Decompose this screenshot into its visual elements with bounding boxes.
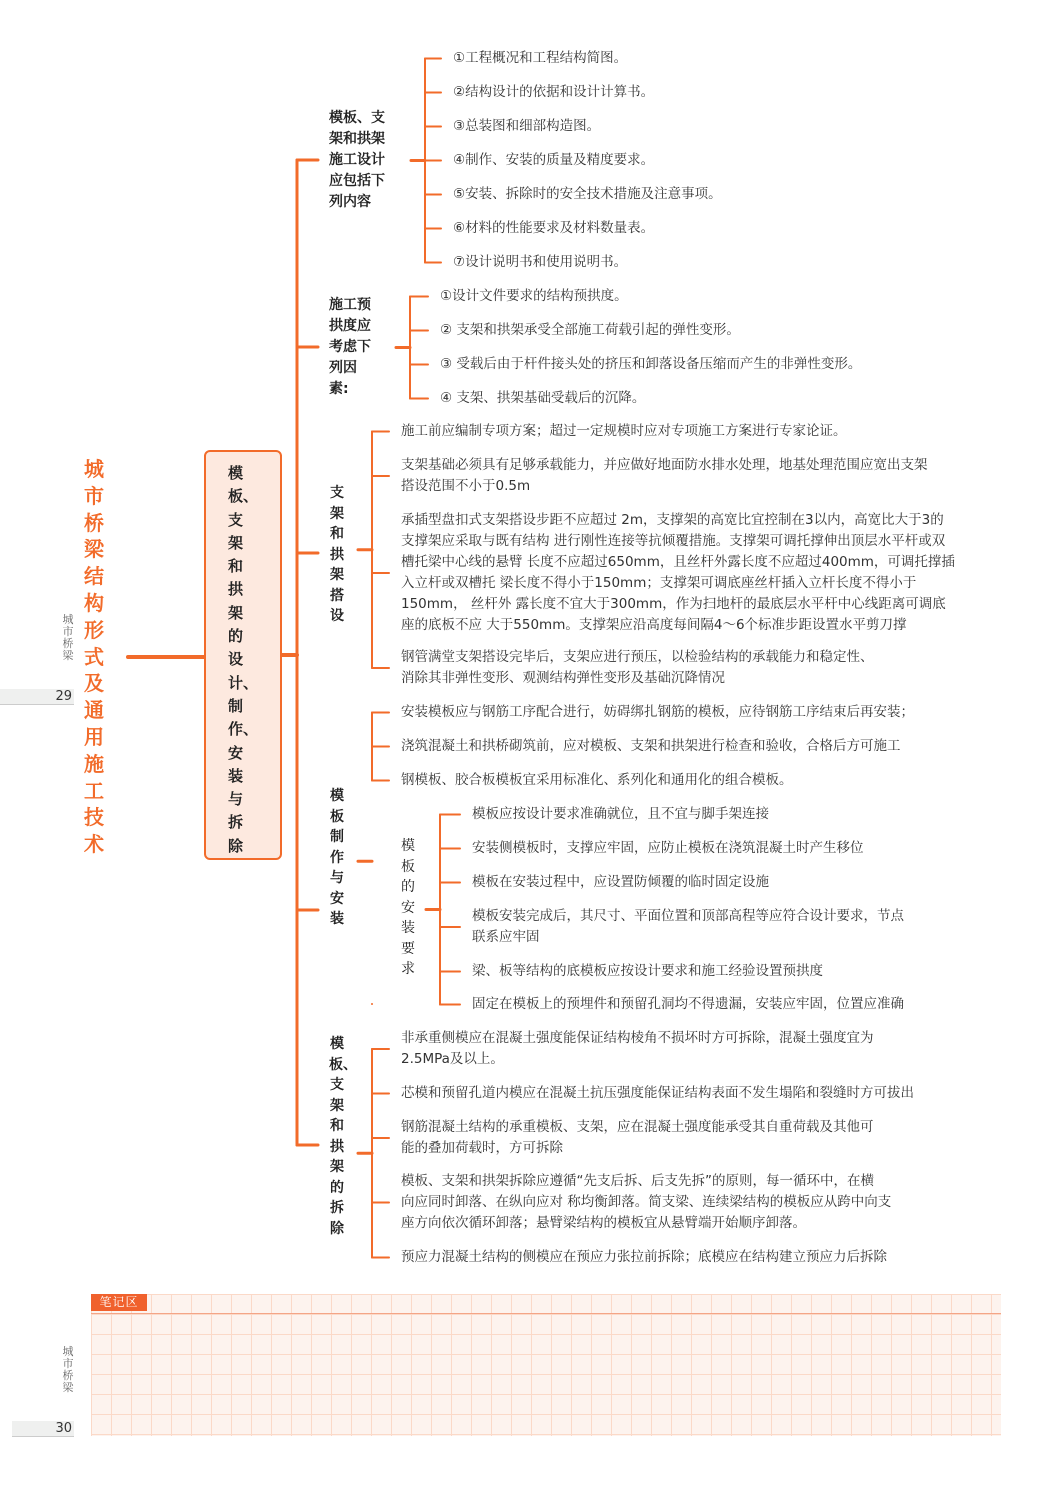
list-item: ③ 受载后由于杆件接头处的挤压和卸落设备压缩而产生的非弹性变形。 [440, 356, 862, 372]
main-topic-label: 模板、支架和拱架的设计、制作、安装与拆除 [228, 464, 259, 855]
list-item: ⑦设计说明书和使用说明书。 [453, 254, 628, 270]
side-label: 城市桥梁 [62, 613, 74, 662]
list-item: 钢筋混凝土结构的承重模板、支架，应在混凝土强度能承受其自重荷载及其他可 能的叠加荷载时，方可拆除 [401, 1119, 874, 1156]
list-item: ⑥材料的性能要求及材料数量表。 [453, 220, 655, 236]
sub-label-install-requirements: 模板的安装要求 [401, 838, 415, 977]
list-item: 芯模和预留孔道内模应在混凝土抗压强度能保证结构表面不发生塌陷和裂缝时方可拔出 [401, 1085, 914, 1101]
page-number: 29 [0, 689, 74, 705]
list-item: 安装侧模板时，支撑应牢固，应防止模板在浇筑混凝土时产生移位 [472, 840, 864, 856]
list-item: ⑤安装、拆除时的安全技术措施及注意事项。 [453, 186, 722, 202]
list-item: ①设计文件要求的结构预拱度。 [440, 288, 628, 304]
branch-label-fabrication: 模板制作与安装 [330, 788, 344, 927]
list-item: 模板、支架和拱架拆除应遵循“先支后拆、后支先拆”的原则，每一循环中，在横 向应同时卸落、在纵向应对 称均衡卸落。简支梁、连续梁结构的模板应从跨中向支 座方向依次循环卸落；悬臂梁结构的模板宜从悬臂端开始顺序卸落。 [401, 1173, 892, 1231]
branch-label-camber: 施工预 拱度应 考虑下 列因 素: [329, 297, 371, 397]
page-number: 30 [12, 1421, 74, 1437]
side-label: 城市桥梁 [62, 1345, 74, 1394]
notes-label: 笔记区 [91, 1294, 147, 1311]
list-item: 模板安装完成后，其尺寸、平面位置和顶部高程等应符合设计要求，节点 联系应牢固 [472, 908, 904, 945]
list-item: 固定在模板上的预埋件和预留孔洞均不得遗漏，安装应牢固，位置应准确 [472, 996, 904, 1012]
list-item: 预应力混凝土结构的侧模应在预应力张拉前拆除；底模应在结构建立预应力后拆除 [401, 1249, 887, 1265]
branch-label-erection: 支架和拱架搭设 [330, 485, 344, 624]
list-item: 非承重侧模应在混凝土强度能保证结构棱角不损坏时方可拆除，混凝土强度宜为 2.5MPa及以上。 [401, 1030, 874, 1067]
list-item: 浇筑混凝土和拱桥砌筑前，应对模板、支架和拱架进行检查和验收，合格后方可施工 [401, 738, 901, 754]
list-item: 模板在安装过程中，应设置防倾覆的临时固定设施 [472, 874, 769, 890]
list-item: 模板应按设计要求准确就位，且不宜与脚手架连接 [472, 806, 769, 822]
list-item: 梁、板等结构的底模板应按设计要求和施工经验设置预拱度 [472, 963, 823, 979]
list-item: 钢模板、胶合板模板宜采用标准化、系列化和通用化的组合模板。 [401, 772, 793, 788]
list-item: ②结构设计的依据和设计计算书。 [453, 84, 655, 100]
chapter-title: 城市桥梁结构形式及通用施工技术 [84, 457, 104, 857]
list-item: ④ 支架、拱架基础受载后的沉降。 [440, 390, 646, 406]
list-item: ② 支架和拱架承受全部施工荷载引起的弹性变形。 [440, 322, 740, 338]
list-item: 安装模板应与钢筋工序配合进行，妨碍绑扎钢筋的模板，应待钢筋工序结束后再安装； [401, 704, 914, 720]
list-item: ③总装图和细部构造图。 [453, 118, 601, 134]
list-item: ④制作、安装的质量及精度要求。 [453, 152, 655, 168]
list-item: 支架基础必须具有足够承载能力，并应做好地面防水排水处理，地基处理范围应宽出支架 搭设范围不小于0.5m [401, 457, 928, 494]
branch-label-design-content: 模板、支 架和拱架 施工设计 应包括下 列内容 [329, 110, 385, 210]
branch-label-removal: 模板、支架和拱架的拆除 [329, 1036, 357, 1237]
list-item: 施工前应编制专项方案；超过一定规模时应对专项施工方案进行专家论证。 [401, 423, 847, 439]
notes-divider [91, 1313, 1001, 1314]
list-item: 承插型盘扣式支架搭设步距不应超过 2m，支撑架的高宽比宜控制在3以内，高宽比大于3的 支撑架应采取与既有结构 进行刚性连接等抗倾覆措施。支撑架可调托撑伸出顶层水平杆或双 槽托梁中心线的悬臂 长度不应超过650mm，且丝杆外露长度不应超过400mm，可调托撑插 入立杆或双槽托 梁长度不得小于150mm；支撑架可调底座丝杆插入立杆长度不得小于 150mm， 丝杆外 露长度不宜大于300mm，作为扫地杆的最底层水平杆中心线距离可调底 座的底板不应 大于550mm。支撑架应沿高度每间隔4～6个标准步距设置水平剪刀撑 [401, 512, 955, 633]
main-topic-box [204, 450, 282, 860]
list-item: ①工程概况和工程结构简图。 [453, 50, 628, 66]
notes-area[interactable] [91, 1294, 1001, 1436]
list-item: 钢管满堂支架搭设完毕后，支架应进行预压，以检验结构的承载能力和稳定性、 消除其非弹性变形、观测结构弹性变形及基础沉降情况 [401, 649, 874, 686]
